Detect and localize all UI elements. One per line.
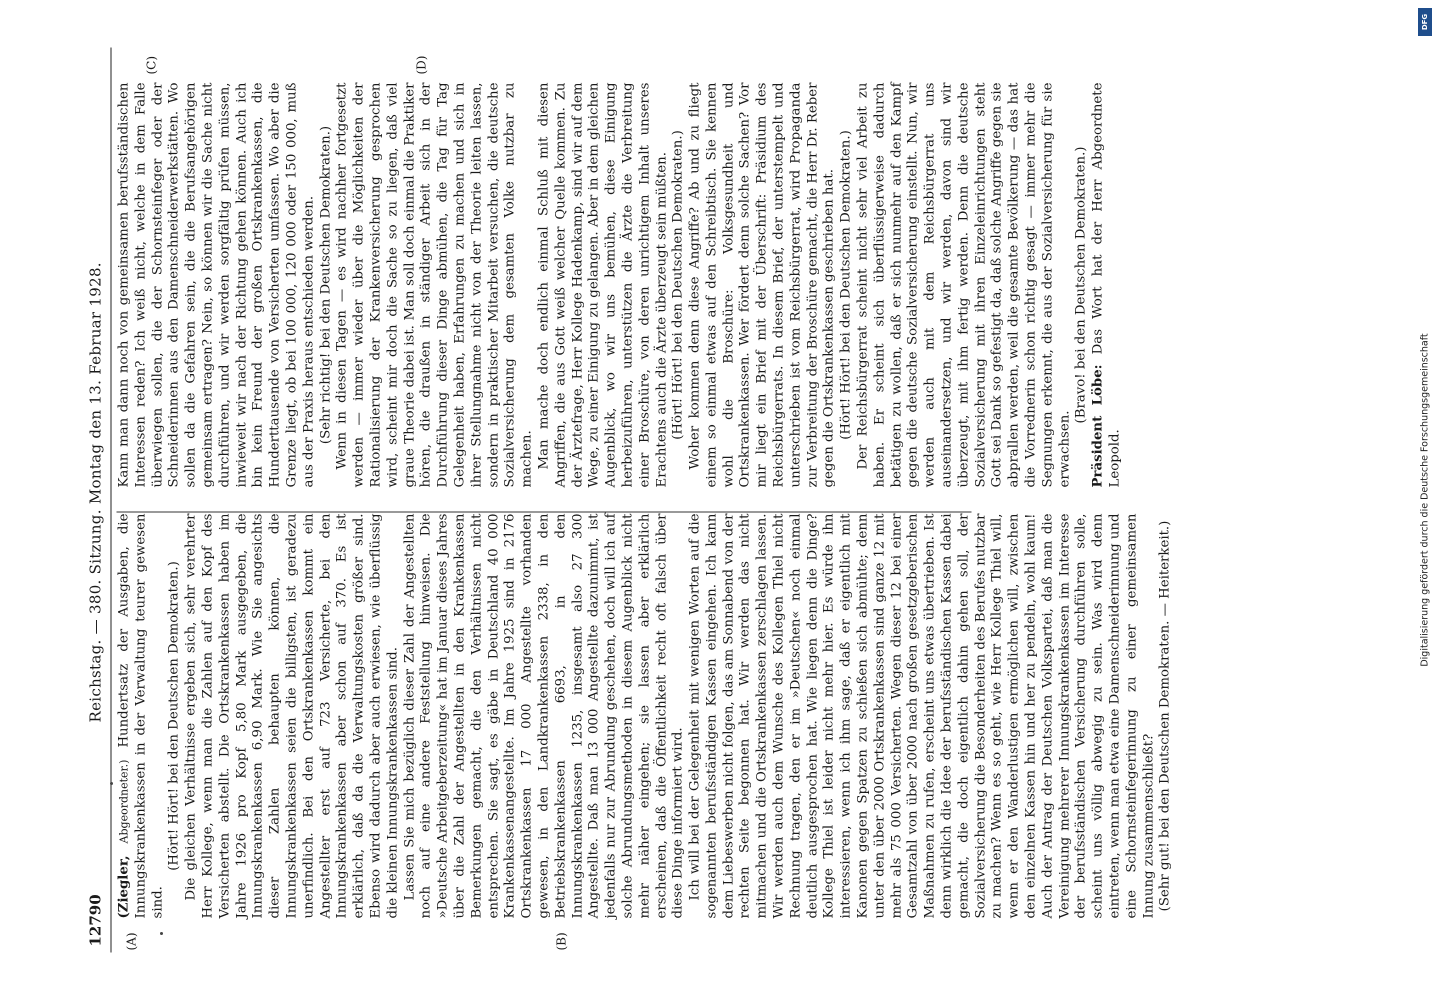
paragraph-text: Hundertsatz der Ausgaben, die Innungskrankenkassen in der Verwaltung teurer gewesen sind. [116, 513, 166, 919]
interjection: (Sehr gut! bei den Deutschen Demokraten. — Heiterkeit.) [1157, 520, 1173, 912]
speaker-name: (Ziegler, [116, 855, 132, 919]
interjection: (Bravo! bei den Deutschen Demokraten.) [1073, 146, 1089, 424]
right-column [117, 83, 1125, 488]
paragraph: Man mache doch endlich einmal Schluß mit diesen Angriffen, die aus Gott weiß welcher Quelle kommen. Zu der Ärztefrage, Herr Kollege Hadenkamp, sind wir auf dem Wege, zu einer Einigung zu gelangen. Aber in dem gleichen Augenblick, wo wir uns bemühen, diese Einigung herbeizuführen, unterstützen die Ärzte die Verbreitung einer Broschüre, von deren unrichtigem Inhalt unseres Erachtens auch die Ärzte überzeugt sein müßten. [536, 82, 669, 488]
page-number: 12790 [86, 894, 105, 947]
speaker-paragraph [1091, 83, 1125, 488]
scan-speck [160, 932, 163, 935]
speaker-role: Abgeordneter.) [117, 759, 131, 844]
paragraph: Wenn in diesen Tagen — es wird nachher fortgesetzt werden — immer wieder über die Möglichkeiten der Rationalisierung der Krankenversicherung gesprochen wird, scheint mir doch die Sache so zu liegen, daß viel graue Theorie dabei ist. Man soll doch einmal die Praktiker hören, die draußen in ständiger Arbeit sich in der Durchführung dieser Dinge abmühen, die Tag für Tag Gelegenheit haben, Erfahrungen zu machen und sich in ihrer Stellungnahme nicht von der Theorie leiten lassen, sondern in praktischer Mitarbeit versuchen, die deutsche Sozialversicherung dem gesamten Volke nutzbar zu machen. [334, 82, 535, 488]
paragraph: Ich will bei der Gelegenheit mit wenigen Worten auf die sogenannten berufsständigen Kassen eingehen. Ich kann dem Liebeswerben nicht folgen, das am Sonnabend von der rechten Seite begonnen hat. Wir werden das nicht mitmachen und die Ortskrankenkassen zerschlagen lassen. Wir werden auch dem Wunsche des Kollegen Thiel nicht Rechnung tragen, den er im »Deutschen« noch einmal deutlich ausgesprochen hat. Wie liegen denn die Dinge? Kollege Thiel ist leider nicht mehr hier. Es würde ihn interessieren, wenn ich ihm sage, daß er eigentlich mit Kanonen gegen Spatzen zu schießen sich abmühte; denn unter den über 2000 Ortskrankenkassen sind ganze 12 mit mehr als 75 000 Versicherten. Wegen dieser 12 bei einer Gesamtzahl von über 2000 nach großen gesetzgeberischen Maßnahmen zu rufen, erscheint uns etwas übertrieben. Ist denn wirklich die Idee der berufsständischen Kassen dabei gemacht, die doch eigentlich dahin gehen soll, der Sozialversicherung die Besonderheiten des Berufes nutzbar zu machen? Wenn es so geht, wie Herr Kollege Thiel will, wenn er den Wanderlustigen ermöglichen will, zwischen den einzelnen Kassen hin und her zu pendeln, wohl kaum! Auch der Antrag der Deutschen Volkspartei, daß man die Vereinigung mehrerer Innungskrankenkassen im Interesse der berufsständischen Versicherung durchführen solle, scheint uns völlig abwegig zu sein. Was wird denn eintreten, wenn man etwa eine Damenschneiderinnung und eine Schornsteinfegerinnung zu einer gemeinsamen Innung zusammenschließt? [687, 513, 1157, 919]
paragraph: Die gleichen Verhältnisse ergeben sich, sehr verehrter Herr Kollege, wenn man die Zahlen auf den Kopf des Versicherten abstellt. Die Ortskrankenkassen haben im Jahre 1926 pro Kopf 5,80 Mark ausgegeben, die Innungskrankenkassen 6,90 Mark. Wie Sie angesichts dieser Zahlen behaupten können, die Innungskrankenkassen seien die billigsten, ist geradezu unerfindlich. Bei den Ortskrankenkassen kommt ein Angestellter erst auf 723 Versicherte, bei den Innungskrankenkassen aber schon auf 370. Es ist erklärlich, daß da die Verwaltungskosten größer sind. Ebenso wird dadurch aber auch erwiesen, wie überflüssig die kleinen Innungskrankenkassen sind. [183, 513, 401, 919]
interjection: (Hört! Hört! bei den Deutschen Demokraten.) [670, 130, 686, 440]
margin-marker-d: (D) [414, 55, 429, 75]
column-rule [117, 512, 972, 513]
page-header [85, 48, 111, 953]
paragraph: Lassen Sie mich bezüglich dieser Zahl der Angestellten noch auf eine andere Feststellung hinweisen. Die »Deutsche Arbeitgeberzeitung« hat im Januar dieses Jahres über die Zahl der Angestellten in den Krankenkassen Bemerkungen gemacht, die den Verhältnissen nicht entsprechen. Sie sagt, es gäbe in Deutschland 40 000 Krankenkassenangestellte. Im Jahre 1925 sind in 2176 Ortskrankenkassen 17 000 Angestellte vorhanden gewesen, in den Landkrankenkassen 2338, in den Betriebskrankenkassen 6693, in den Innungskrankenkassen 1235, insgesamt also 27 300 Angestellte. Daß man 13 000 Angestellte dazunimmt, ist jedenfalls nur zur Abrundung geschehen, doch will ich auf solche Abrundungsmethoden in diesem Augenblick nicht mehr näher eingehen; sie lassen aber erklärlich erscheinen, daß die Öffentlichkeit recht oft falsch über diese Dinge informiert wird. [402, 513, 686, 919]
running-head: Reichstag. — 380. Sitzung. Montag den 13. Februar 1928. [86, 262, 105, 723]
interjection: (Hört! Hört! bei den Deutschen Demokraten.) [166, 561, 182, 871]
interjection: (Hört! Hört! bei den Deutschen Demokraten.) [838, 130, 854, 440]
paragraph: Woher kommen denn diese Angriffe? Ab und zu fliegt einem so einmal etwas auf den Schreibtisch. Sie kennen wohl die Broschüre: Volksgesundheit und Ortskrankenkassen. Wer fördert denn solche Sachen? Vor mir liegt ein Brief mit der Überschrift: Präsidium des Reichsbürgerrats. In diesem Brief, der unterstempelt und unterschrieben ist vom Reichsbürgerrat, wird Propaganda zur Verbreitung der Broschüre gemacht, die Herr Dr. Reber gegen die Ortskrankenkassen geschrieben hat. [687, 82, 837, 488]
header-rule [111, 48, 112, 953]
speaker-paragraph [117, 514, 167, 919]
dfg-logo: DFG [1418, 8, 1432, 36]
interjection: (Sehr richtig! bei den Deutschen Demokraten.) [318, 125, 334, 445]
margin-marker-b: (B) [554, 932, 569, 951]
scan-speck [110, 782, 113, 785]
margin-marker-a: (A) [124, 932, 139, 951]
scanned-page [85, 48, 1350, 953]
paragraph-text: Das Wort hat der Herr Abgeordnete Leopold. [1090, 82, 1123, 488]
funding-strip [1418, 8, 1432, 992]
funding-note: Digitalisierung gefördert durch die Deutsche Forschungsgemeinschaft [1419, 333, 1431, 667]
left-column [117, 514, 1175, 919]
speaker-name: Präsident Löbe: [1090, 364, 1106, 488]
paragraph: Kann man dann noch von gemeinsamen berufsständischen Interessen reden? Ich weiß nicht, welche in dem Falle überwiegen sollen, die der Schornsteinfeger oder der Schneiderinnen aus den Damenschneiderwerkstätten. Wo sollen da die Gefahren sein, die die Berufsangehörigen gemeinsam ertragen? Nein, so können wir die Sache nicht durchführen, und wir werden sorgfältig prüfen müssen, inwieweit wir nach der Richtung gehen können. Auch ich bin kein Freund der großen Ortskrankenkassen, die Hunderttausende von Versicherten umfassen. Wo aber die Grenze liegt, ob bei 100 000, 120 000 oder 150 000, muß aus der Praxis heraus entschieden werden. [116, 82, 317, 488]
paragraph: Der Reichsbürgerrat scheint nicht sehr viel Arbeit zu haben. Er scheint sich überflüssigerweise dadurch betätigen zu wollen, daß er sich nunmehr auf den Kampf gegen die deutsche Sozialversicherung einstellt. Nun, wir werden auch mit dem Reichsbürgerrat uns auseinandersetzen, und wir werden, davon sind wir überzeugt, mit ihm fertig werden. Denn die deutsche Sozialversicherung mit ihren Einzeleinrichtungen steht Gott sei Dank so gefestigt da, daß solche Angriffe gegen sie abprallen werden, weil die gesamte Bevölkerung — das hat die Vorrednerin schon richtig gesagt — immer mehr die Segnungen erkennt, die aus der Sozialversicherung für sie erwachsen. [855, 82, 1073, 488]
margin-marker-c: (C) [144, 55, 159, 75]
